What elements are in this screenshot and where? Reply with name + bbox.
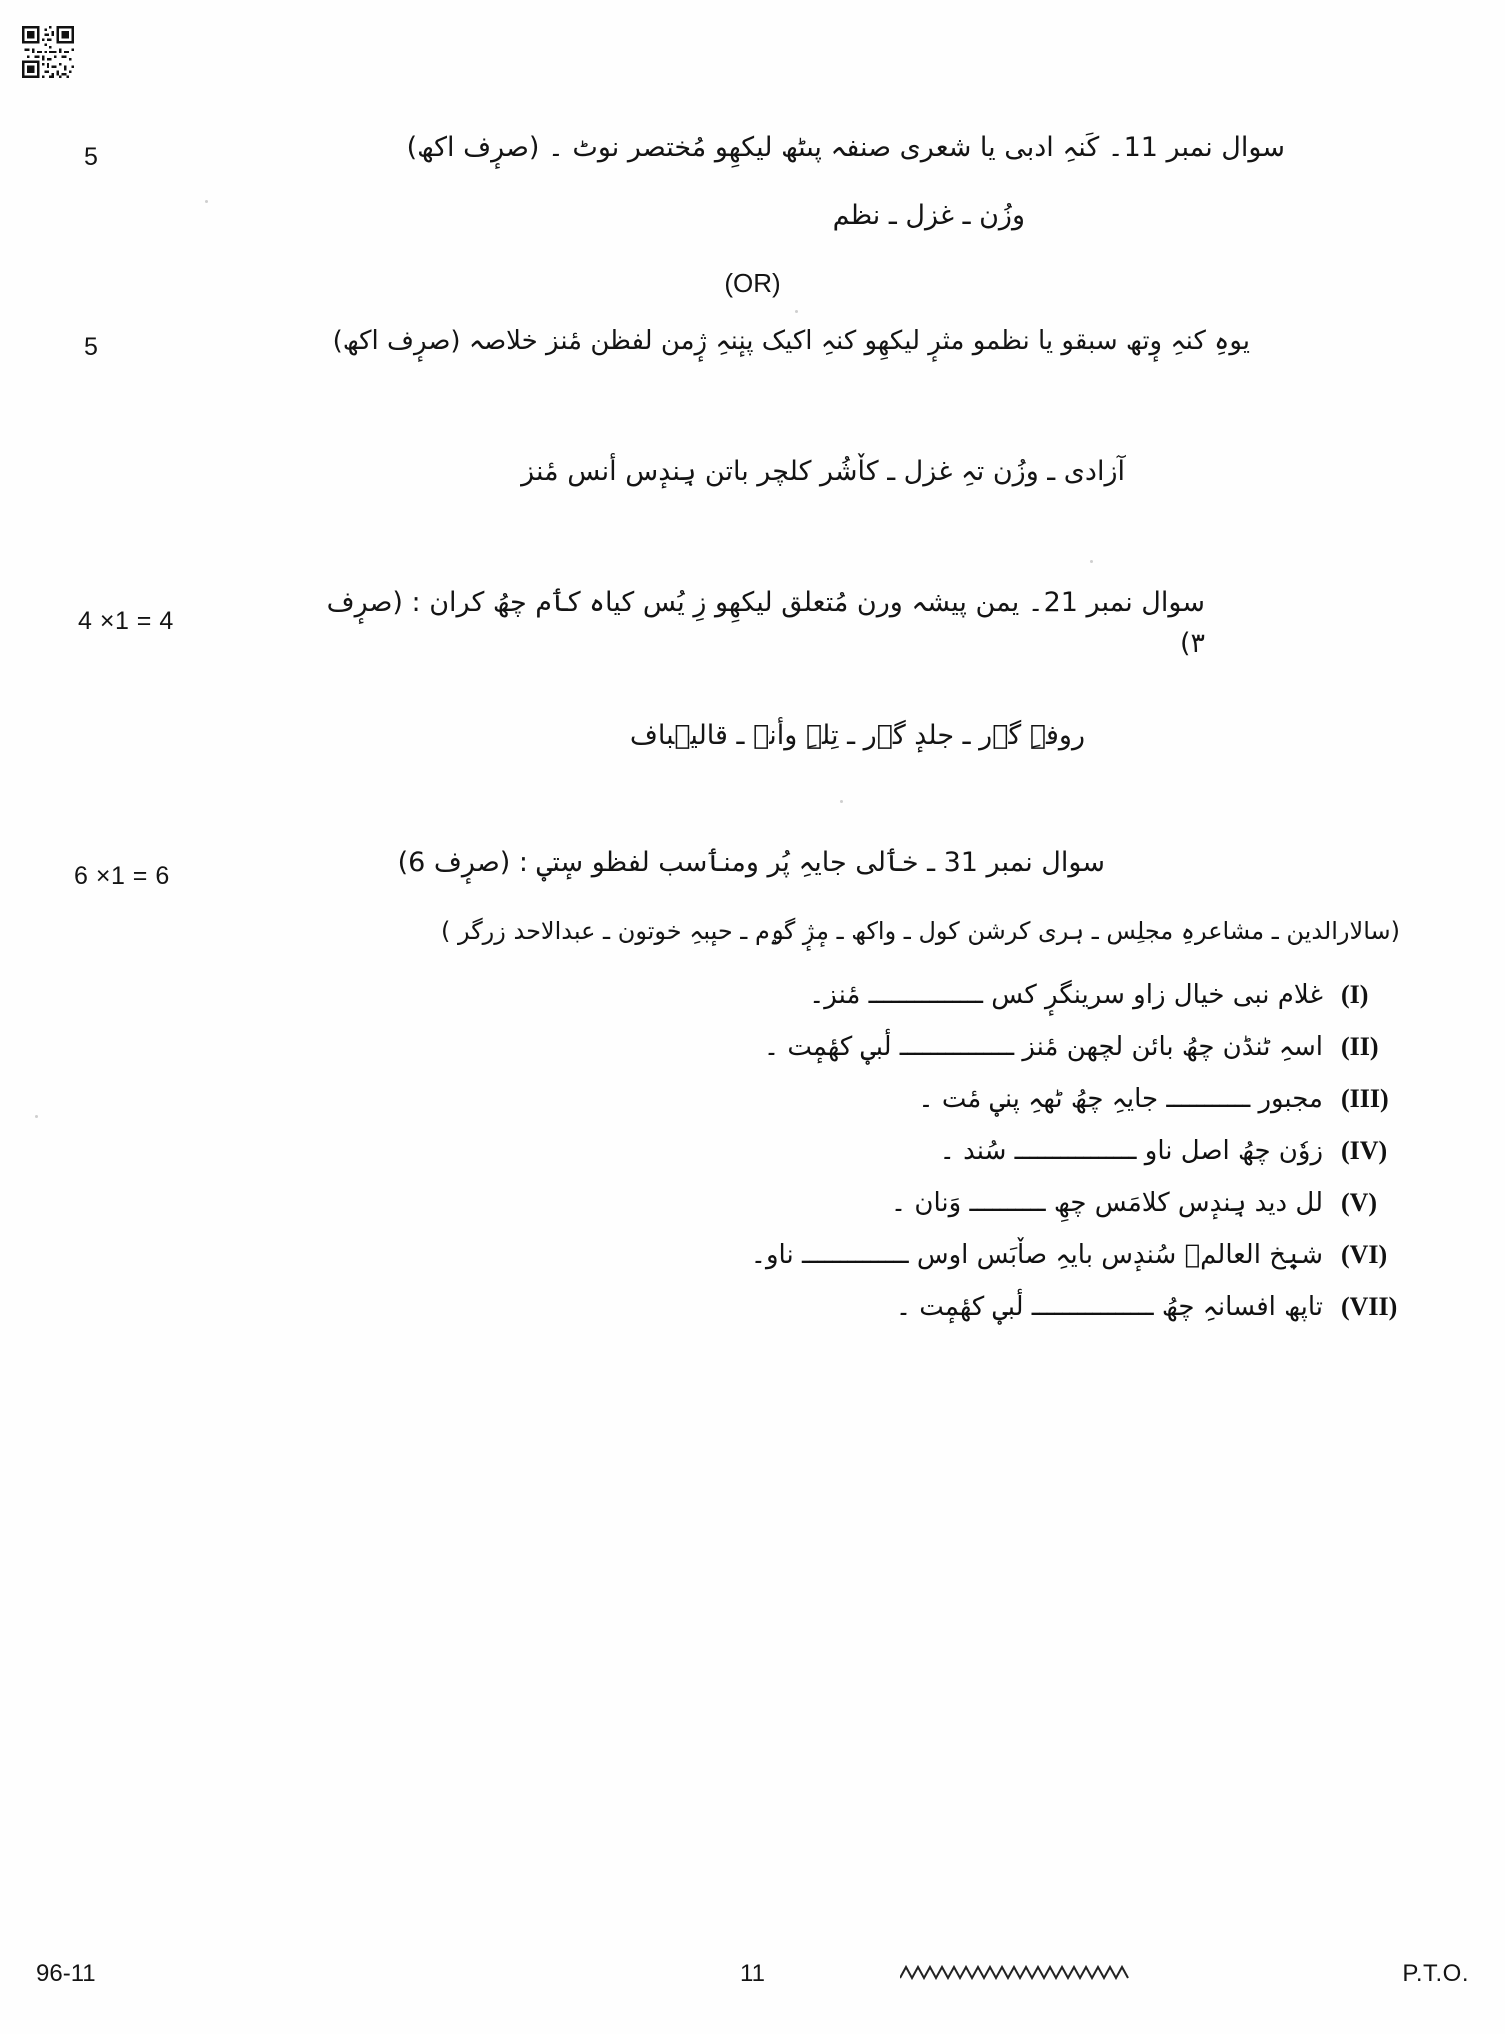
list-item	[225, 980, 1405, 1010]
blank-number: (VI)	[1341, 1240, 1388, 1269]
blank-number: (II)	[1341, 1032, 1379, 1061]
blank-text: شیٖخ العالمؒ سُندٕس بایہِ صاٚبَس اوس ــــــــــــــ ناو۔	[750, 1240, 1323, 1270]
blank-text: غلام نبی خیال زاو سرینگرٕ کس ـــــــــــــــ مٔنز۔	[809, 980, 1323, 1010]
squiggle-mark-icon	[900, 1962, 1130, 1984]
q13-marks: 6 ×1 = 6	[74, 862, 170, 890]
blank-text: مجبور ـــــــــــ جایہِ چھُ ٹھہِ پنؠ مٔت ۔	[918, 1084, 1323, 1114]
page-footer	[0, 1956, 1505, 1996]
q11b-marks: 5	[84, 333, 99, 361]
q12-marks: 4 ×1 = 4	[78, 607, 174, 635]
q12-text: سوال نمبر 12۔ یمن پیشہ ورن مُتعلق لیکھِو زِ یُس کیاہ کٲم چھُ کران : (صرٕف ۳)	[326, 587, 1205, 659]
page-number: 11	[740, 1960, 765, 1987]
pto-label: P.T.O.	[1402, 1960, 1469, 1987]
blank-text: زوٗن چھُ اصل ناو ــــــــــــــــ سُند ۔	[939, 1136, 1323, 1166]
blank-number: (III)	[1341, 1084, 1389, 1113]
fill-in-the-blanks-list	[225, 980, 1405, 1344]
q11-text: سوال نمبر 11۔ کَنہِ ادبی یا شعری صنفہ پٮٹھ لیکھِو مُختصر نوٹ ۔ (صرٕف اکھ)	[406, 132, 1285, 163]
blank-number: (V)	[1341, 1188, 1378, 1217]
list-item	[225, 1136, 1405, 1166]
list-item	[225, 1188, 1405, 1218]
list-item	[225, 1240, 1405, 1270]
list-item	[225, 1032, 1405, 1062]
blank-text: لل دید ہِندٕس کلامَس چھِ ــــــــــ وَنان ۔	[890, 1188, 1323, 1218]
q11-options: وزُن ـ غزل ـ نظم	[832, 200, 1025, 231]
blank-number: (VII)	[1341, 1292, 1398, 1321]
q11b-text: یوہِ کنہِ وٕتھ سبقو یا نظمو مثرٕ لیکھِو کنہِ اکیک پنٕنہِ ژٕمن لفظن مٔنز خلاصہ (صرٕف اکھ)	[332, 326, 1250, 356]
q12-options: روفہِ گۄر ـ جلدٕ گۄر ـ تِلہِ وأنؠ ـ قالیٖباف	[629, 720, 1085, 751]
q11-marks: 5	[84, 143, 99, 171]
blank-number: (IV)	[1341, 1136, 1388, 1165]
blank-text: تاپھ افسانہِ چھُ ــــــــــــــــ لٔبؠ کھٔمٕت ۔	[895, 1292, 1323, 1322]
list-item	[225, 1292, 1405, 1322]
qr-code-icon	[22, 26, 74, 78]
blank-number: (I)	[1341, 980, 1369, 1009]
q11b-options: آزادی ـ وزُن تہِ غزل ـ کاٚشُر کلچر باتن ہِندٕس أنس مٔنز	[521, 456, 1125, 487]
or-separator: (OR)	[724, 268, 781, 298]
list-item	[225, 1084, 1405, 1114]
q13-text: سوال نمبر 13 ـ خٲلی جایہِ پُر ومنٲسب لفظو سٕتؠ : (صرٕف 6)	[397, 847, 1105, 878]
blank-text: اسہِ ٹنڈن چھُ بائن لچھن مٔنز ـــــــــــــــ لٔبؠ کھٔمٕت ۔	[763, 1032, 1323, 1062]
q13-word-bank: (سالارالدین ـ مشاعرہِ مجلِس ـ ہری کرشن کول ـ واکھ ـ مٕژٕ گۄم ـ حٮٕبہِ خوتون ـ عبدالاحد زرگر )	[441, 917, 1400, 945]
paper-code: 96-11	[36, 1960, 96, 1987]
